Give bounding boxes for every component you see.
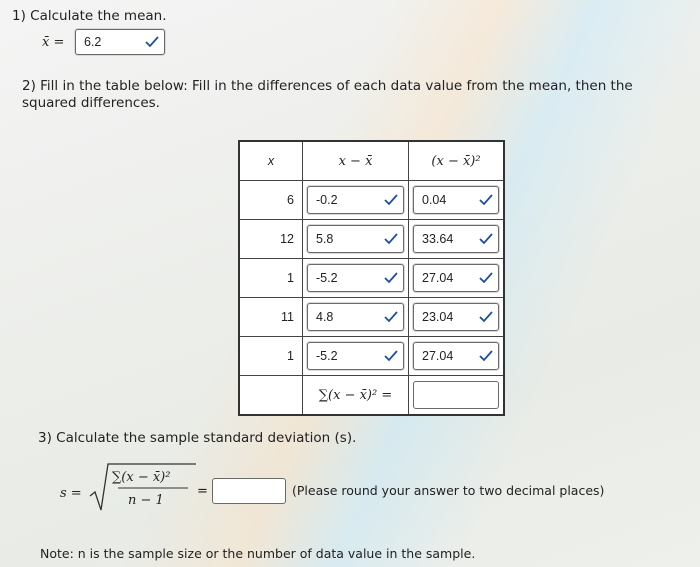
diff-answer-box[interactable] (307, 303, 404, 331)
diff-cell (303, 298, 409, 337)
table-row (239, 220, 504, 259)
diff-answer-box[interactable] (307, 264, 404, 292)
sum-cell (409, 376, 505, 416)
checkmark-icon (479, 350, 493, 362)
squared-cell (409, 181, 505, 220)
diff-answer-box[interactable] (307, 342, 404, 370)
diff-answer-value: 5.8 (316, 232, 334, 246)
checkmark-icon (479, 311, 493, 323)
sum-label: ∑(x − x̄)² = (303, 376, 409, 416)
equals-sign: = (197, 484, 208, 499)
checkmark-icon (479, 233, 493, 245)
header-squared: (x − x̄)² (409, 141, 505, 181)
sum-empty-cell (239, 376, 303, 416)
formula-numerator: ∑(x − x̄)² (112, 470, 171, 485)
x-value (239, 337, 303, 376)
x-value-text: 12 (280, 232, 294, 246)
squared-answer-value: 33.64 (422, 232, 454, 246)
x-value-text: 6 (287, 193, 294, 207)
formula-denominator: n − 1 (128, 493, 164, 508)
note-text: Note: n is the sample size or the number of data value in the sample. (40, 546, 476, 561)
x-value-text: 1 (287, 349, 294, 363)
table-row (239, 181, 504, 220)
data-table (238, 140, 505, 416)
squared-cell (409, 259, 505, 298)
s-symbol: s = (60, 486, 82, 501)
checkmark-icon (384, 233, 398, 245)
squared-answer-box[interactable] (413, 186, 499, 214)
checkmark-icon (384, 350, 398, 362)
question-2-text: 2) Fill in the table below: Fill in the differences of each data value from the mean, then the squared differences. (22, 78, 633, 111)
squared-answer-box[interactable] (413, 225, 499, 253)
table-row (239, 298, 504, 337)
diff-answer-value: 4.8 (316, 310, 334, 324)
squared-answer-value: 23.04 (422, 310, 454, 324)
checkmark-icon (384, 272, 398, 284)
checkmark-icon (384, 311, 398, 323)
x-value (239, 220, 303, 259)
header-diff: x − x̄ (303, 141, 409, 181)
table-row (239, 337, 504, 376)
mean-symbol: x̄ = (42, 35, 65, 50)
diff-cell (303, 337, 409, 376)
diff-cell (303, 220, 409, 259)
x-value-text: 11 (281, 310, 294, 324)
diff-answer-value: -5.2 (316, 349, 338, 363)
mean-answer-value: 6.2 (84, 35, 102, 49)
std-dev-answer-box[interactable] (212, 478, 286, 504)
diff-answer-value: -0.2 (316, 193, 338, 207)
x-value (239, 259, 303, 298)
header-x: x (239, 141, 303, 181)
question-1-text: 1) Calculate the mean. (12, 8, 167, 24)
diff-answer-box[interactable] (307, 186, 404, 214)
x-value-text: 1 (287, 271, 294, 285)
mean-answer-box[interactable] (75, 29, 165, 55)
diff-cell (303, 259, 409, 298)
squared-answer-value: 27.04 (422, 349, 454, 363)
squared-answer-box[interactable] (413, 303, 499, 331)
checkmark-icon (145, 36, 159, 48)
question-3-text: 3) Calculate the sample standard deviation (s). (38, 430, 357, 446)
x-value (239, 181, 303, 220)
diff-answer-box[interactable] (307, 225, 404, 253)
checkmark-icon (479, 194, 493, 206)
table-row (239, 259, 504, 298)
checkmark-icon (479, 272, 493, 284)
squared-answer-box[interactable] (413, 342, 499, 370)
squared-cell (409, 220, 505, 259)
squared-answer-value: 0.04 (422, 193, 447, 207)
squared-cell (409, 337, 505, 376)
diff-answer-value: -5.2 (316, 271, 338, 285)
sum-answer-box[interactable] (413, 381, 499, 409)
squared-cell (409, 298, 505, 337)
squared-answer-value: 27.04 (422, 271, 454, 285)
rounding-hint: (Please round your answer to two decimal places) (292, 483, 605, 498)
checkmark-icon (384, 194, 398, 206)
squared-answer-box[interactable] (413, 264, 499, 292)
x-value (239, 298, 303, 337)
diff-cell (303, 181, 409, 220)
